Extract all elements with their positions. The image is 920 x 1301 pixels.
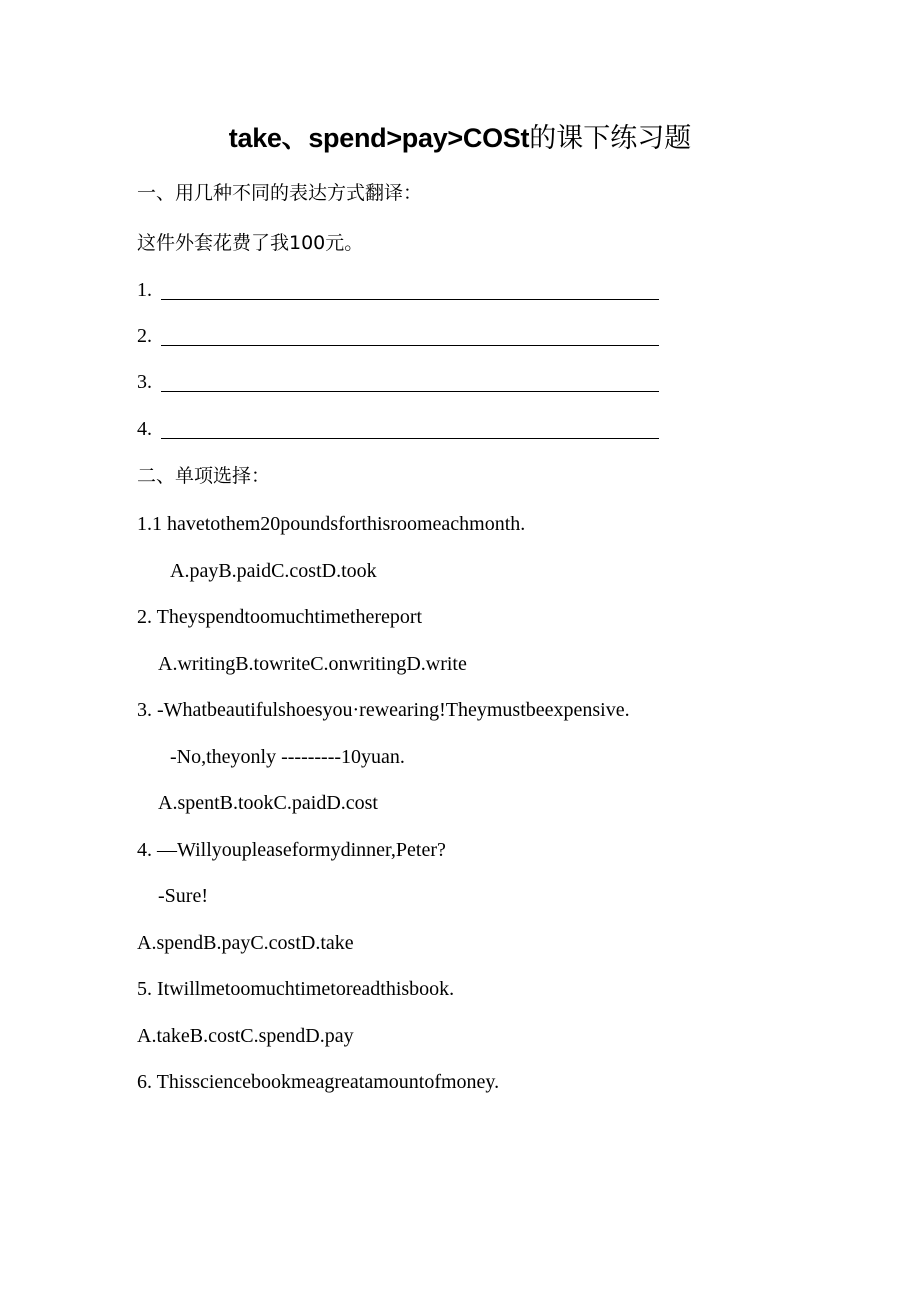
question-4: 4. —Willyoupleaseformydinner,Peter? <box>137 839 446 861</box>
blank-line <box>161 438 659 439</box>
question-6: 6. Thissciencebookmeagreatamountofmoney. <box>137 1071 500 1093</box>
blank-number: 2. <box>137 325 152 347</box>
answer-blank-1[interactable] <box>137 275 667 305</box>
blank-line <box>161 299 659 300</box>
section1-heading: 一、用几种不同的表达方式翻译： <box>137 182 423 204</box>
question-1-options: A.payB.paidC.costD.took <box>170 560 377 582</box>
blank-line <box>161 345 659 346</box>
blank-number: 4. <box>137 418 152 440</box>
blank-number: 1. <box>137 279 152 301</box>
question-4-options: A.spendB.payC.costD.take <box>137 932 354 954</box>
title-english: take、spend>pay>COSt <box>228 123 530 153</box>
answer-blank-2[interactable] <box>137 321 667 351</box>
question-3-dialogue: -No,theyonly ---------10yuan. <box>170 746 405 768</box>
title-chinese: 的课下练习题 <box>529 123 692 154</box>
page-title <box>0 118 920 159</box>
answer-blank-4[interactable] <box>137 414 667 444</box>
question-1: 1.1 havetothem20poundsforthisroomeachmonth. <box>137 513 526 535</box>
section2-heading: 二、单项选择： <box>137 465 271 487</box>
blank-line <box>161 391 659 392</box>
question-5: 5. Itwillmetoomuchtimetoreadthisbook. <box>137 978 455 1000</box>
answer-blank-3[interactable] <box>137 367 667 397</box>
question-3: 3. -Whatbeautifulshoesyou·rewearing!Theymustbeexpensive. <box>137 699 630 721</box>
question-5-options: A.takeB.costC.spendD.pay <box>137 1025 354 1047</box>
question-2-options: A.writingB.towriteC.onwritingD.write <box>158 653 467 675</box>
blank-number: 3. <box>137 371 152 393</box>
question-2: 2. Theyspendtoomuchtimethereport <box>137 606 423 628</box>
translation-sentence: 这件外套花费了我100元。 <box>137 232 364 254</box>
question-4-dialogue: -Sure! <box>158 885 208 907</box>
question-3-options: A.spentB.tookC.paidD.cost <box>158 792 378 814</box>
